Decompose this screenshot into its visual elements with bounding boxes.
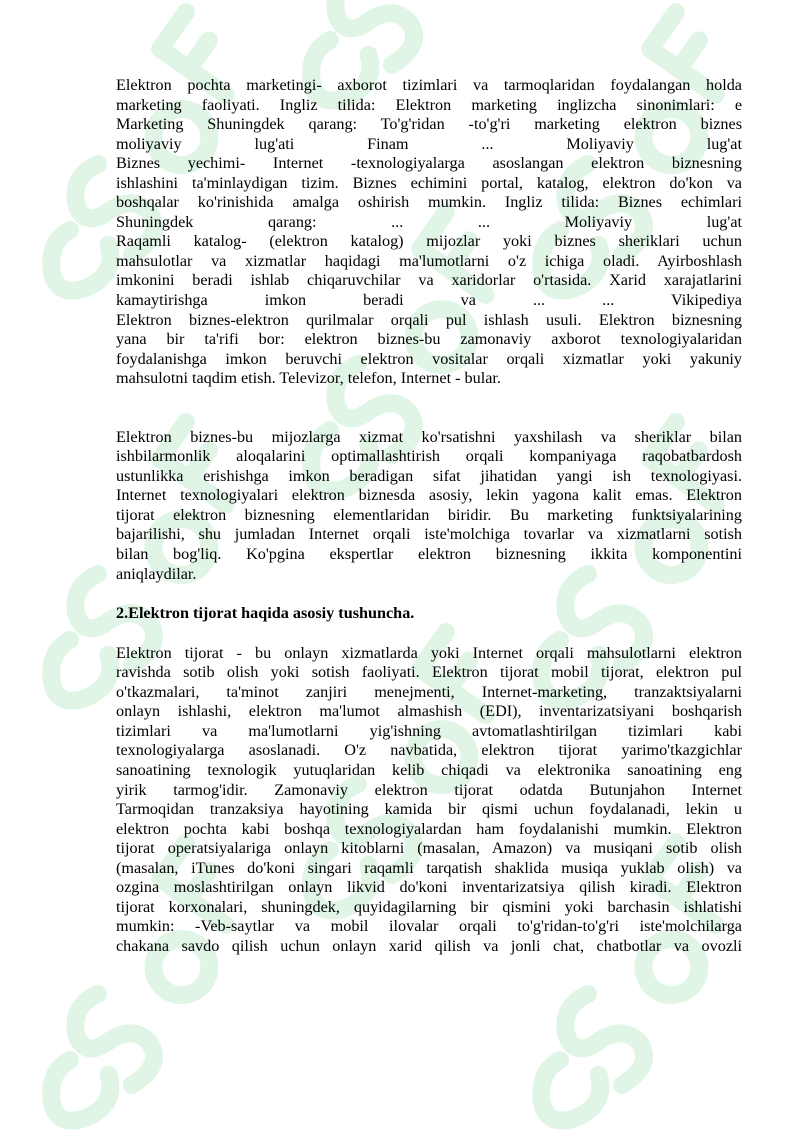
text-line: tijorat operatsiyalariga onlayn kitoblarni (masalan, Amazon) va musiqani sotib olish	[116, 839, 742, 858]
text-line: boshqalar ko'rinishida amalga oshirish mumkin. Ingliz tilida: Biznes echimlari	[116, 193, 742, 212]
text-line: ravishda sotib olish yoki sotish faoliyati. Elektron tijorat mobil tijorat, elektron pul	[116, 663, 742, 682]
text-line: ustunlikka erishishga imkon beradigan sifat jihatidan yangi ish texnologiyasi.	[116, 466, 742, 485]
text-line: tijorat elektron biznesning elementlaridan biridir. Bu marketing funktsiyalarining	[116, 505, 742, 524]
text-line: kamaytirishga imkon beradi va ... ... Vikipediya	[116, 291, 742, 310]
text-line: elektron pochta kabi boshqa texnologiyalardan ham foydalanishi mumkin. Elektron	[116, 819, 742, 838]
text-line: mahsulotlar va xizmatlar haqidagi ma'lumotlarni o'z ichiga oladi. Ayirboshlash	[116, 251, 742, 270]
paragraph-email-marketing	[116, 76, 742, 389]
text-line: mumkin: -Veb-saytlar va mobil ilovalar orqali to'g'ridan-to'g'ri iste'molchilarga	[116, 917, 742, 936]
text-line: ishlashini ta'minlaydigan tizim. Biznes echimini portal, katalog, elektron do'kon va	[116, 173, 742, 192]
text-line: texnologiyalarga asoslanadi. O'z navbatida, elektron tijorat yarimo'tkazgichlar	[116, 741, 742, 760]
paragraph-ecommerce	[116, 644, 742, 957]
text-line: marketing faoliyati. Ingliz tilida: Elektron marketing inglizcha sinonimlari: e	[116, 95, 742, 114]
text-line: yana bir ta'rifi bor: elektron biznes-bu zamonaviy axborot texnologiyalaridan	[116, 330, 742, 349]
text-line: bajarilishi, shu jumladan Internet orqali iste'molchiga tovarlar va xizmatlarni sotish	[116, 525, 742, 544]
text-line: Elektron tijorat - bu onlayn xizmatlarda yoki Internet orqali mahsulotlarni elektron	[116, 643, 742, 662]
paragraph-ebusiness	[116, 428, 742, 584]
text-line: Tarmoqidan tranzaksiya hayotining kamida bir qismi uchun foydalanadi, lekin u	[116, 800, 742, 819]
text-line: Biznes yechimi- Internet -texnologiyalarga asoslangan elektron biznesning	[116, 154, 742, 173]
text-line: Elektron biznes-bu mijozlarga xizmat ko'rsatishni yaxshilash va sheriklar bilan	[116, 427, 742, 446]
text-line: tizimlari va ma'lumotlarni yig'ishning avtomatlashtirilgan tizimlari kabi	[116, 721, 742, 740]
text-line: (masalan, iTunes do'koni singari raqamli tarqatish shaklida musiqa yuklab olish) va	[116, 858, 742, 877]
text-line: sanoatining texnologik yutuqlaridan kelib chiqadi va elektronika sanoatining eng	[116, 760, 742, 779]
text-line: Internet texnologiyalari elektron biznesda asosiy, lekin yagona kalit emas. Elektron	[116, 486, 742, 505]
text-line: yirik tarmog'idir. Zamonaviy elektron tijorat odatda Butunjahon Internet	[116, 780, 742, 799]
text-line: foydalanishga imkon beruvchi elektron vositalar orqali xizmatlar yoki yakuniy	[116, 349, 742, 368]
text-line: imkonini beradi ishlab chiqaruvchilar va xaridorlar o'rtasida. Xarid xarajatlarini	[116, 271, 742, 290]
text-line: bilan bog'liq. Ko'pgina ekspertlar elektron biznesning ikkita komponentini	[116, 545, 742, 564]
section-heading: 2.Elektron tijorat haqida asosiy tushuncha.	[116, 604, 415, 623]
text-line: Marketing Shuningdek qarang: To'g'ridan -to'g'ri marketing elektron biznes	[116, 115, 742, 134]
text-line: aniqlaydilar.	[116, 564, 197, 583]
text-line: tijorat korxonalari, shuningdek, quyidagilarning bir qismini yoki barchasin ishlatishi	[116, 897, 742, 916]
text-line: Raqamli katalog- (elektron katalog) mijozlar yoki biznes sheriklari uchun	[116, 232, 742, 251]
text-line: mahsulotni taqdim etish. Televizor, telefon, Internet - bular.	[116, 369, 501, 388]
text-line: ishbilarmonlik aloqalarini optimallashtirish orqali kompaniyaga raqobatbardosh	[116, 447, 742, 466]
text-line: Elektron biznes-elektron qurilmalar orqali pul ishlash usuli. Elektron biznesning	[116, 310, 742, 329]
text-line: ozgina moslashtirilgan onlayn likvid do'koni inventarizatsiya qilish kiradi. Elektron	[116, 878, 742, 897]
text-line: moliyaviy lug'ati Finam ... Moliyaviy lug'at	[116, 134, 742, 153]
text-line: Elektron pochta marketingi- axborot tizimlari va tarmoqlaridan foydalangan holda	[116, 76, 742, 94]
text-line: onlayn ishlashi, elektron ma'lumot almashish (EDI), inventarizatsiyani boshqarish	[116, 702, 742, 721]
text-line: o'tkazmalari, ta'minot zanjiri menejmenti, Internet-marketing, tranzaktsiyalarni	[116, 682, 742, 701]
document-page	[116, 76, 742, 956]
text-line: Shuningdek qarang: ... ... Moliyaviy lug'at	[116, 212, 742, 231]
text-line: chakana savdo qilish uchun onlayn xarid qilish va jonli chat, chatbotlar va ovozli	[116, 936, 742, 955]
